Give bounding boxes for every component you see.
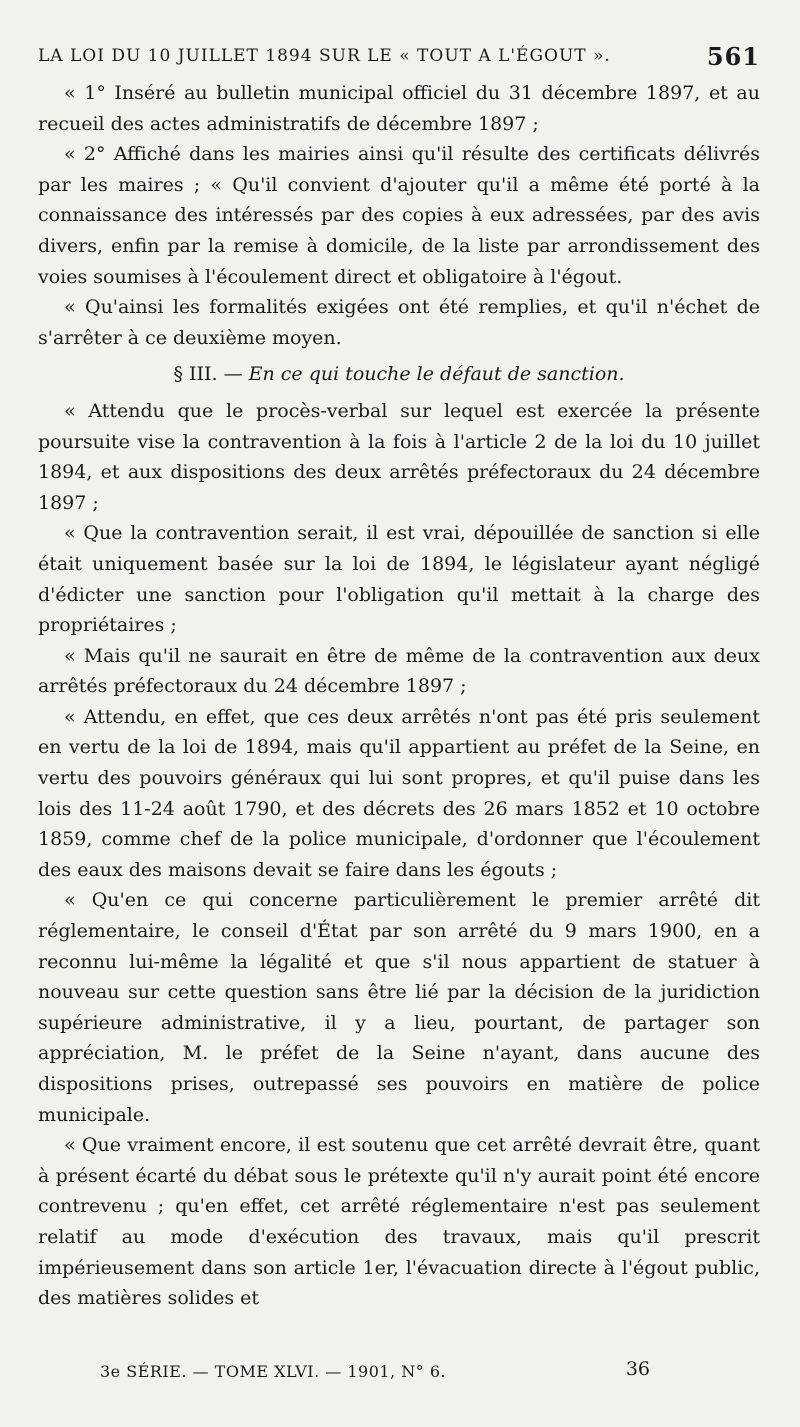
running-title: LA LOI DU 10 JUILLET 1894 SUR LE « TOUT A L'ÉGOUT ». xyxy=(38,46,611,66)
paragraph: « Que la contravention serait, il est vrai, dépouillée de sanction si elle était uniquement basée sur la loi de 1894, le législateur ayant négligé d'édicter une sanction pour l'obligation qu'il mettait à la charge des propriétaires ; xyxy=(38,522,760,637)
series-info: 3e SÉRIE. — TOME XLVI. — 1901, N° 6. xyxy=(100,1362,447,1381)
paragraph: « Qu'ainsi les formalités exigées ont été remplies, et qu'il n'échet de s'arrêter à ce deuxième moyen. xyxy=(38,296,760,349)
paragraph: « Qu'en ce qui concerne particulièrement le premier arrêté dit réglementaire, le conseil d'État par son arrêté du 9 mars 1900, en a reconnu lui-même la légalité et que s'il nous appartient de statuer à nouveau sur cette question sans être lié par la décision de la juridiction supérieure administrative, il y a lieu, pourtant, de partager son appréciation, M. le préfet de la Seine n'ayant, dans aucune des dispositions prises, outrepassé ses pouvoirs en matière de police municipale. xyxy=(38,889,760,1126)
paragraph: « 1° Inséré au bulletin municipal officiel du 31 décembre 1897, et au recueil des actes administratifs de décembre 1897 ; xyxy=(38,82,760,135)
page-footer xyxy=(100,1358,650,1388)
sheet-number: 36 xyxy=(625,1358,650,1380)
section-number: § III. — xyxy=(173,363,243,386)
paragraph: « 2° Affiché dans les mairies ainsi qu'il résulte des certificats délivrés par les maires ; « Qu'il convient d'ajouter qu'il a même été porté à la connaissance des intéressés par des copies à eux adressées, par des avis divers, enfin par la remise à domicile, de la liste par arrondissement des voies soumises à l'écoulement direct et obligatoire à l'égout. xyxy=(38,143,760,288)
section-title: En ce qui touche le défaut de sanction. xyxy=(248,363,625,386)
paragraph: « Que vraiment encore, il est soutenu que cet arrêté devrait être, quant à présent écarté du débat sous le prétexte qu'il n'y aurait point été encore contrevenu ; qu'en effet, cet arrêté réglementaire n'est pas seulement relatif au mode d'exécution des travaux, mais qu'il prescrit impérieusement dans son article 1er, l'évacuation directe à l'égout public, des matières solides et xyxy=(38,1134,760,1310)
running-header xyxy=(38,40,760,80)
paragraph: « Mais qu'il ne saurait en être de même de la contravention aux deux arrêtés préfectoraux du 24 décembre 1897 ; xyxy=(38,644,760,698)
paragraph: « Attendu, en effet, que ces deux arrêtés n'ont pas été pris seulement en vertu de la loi de 1894, mais qu'il appartient au préfet de la Seine, en vertu des pouvoirs généraux qui lui sont propres, et qu'il puise dans les lois des 11-24 août 1790, et des décrets des 26 mars 1852 et 10 octobre 1859, comme chef de la police municipale, d'ordonner que l'écoulement des eaux des maisons devait se faire dans les égouts ; xyxy=(38,705,760,881)
page-number: 561 xyxy=(706,42,760,71)
body-text xyxy=(38,78,760,1314)
paragraph: « Attendu que le procès-verbal sur lequel est exercée la présente poursuite vise la contravention à la fois à l'article 2 de la loi du 10 juillet 1894, et aux dispositions des deux arrêtés préfectoraux du 24 décembre 1897 ; xyxy=(38,399,760,514)
section-heading xyxy=(38,359,760,390)
